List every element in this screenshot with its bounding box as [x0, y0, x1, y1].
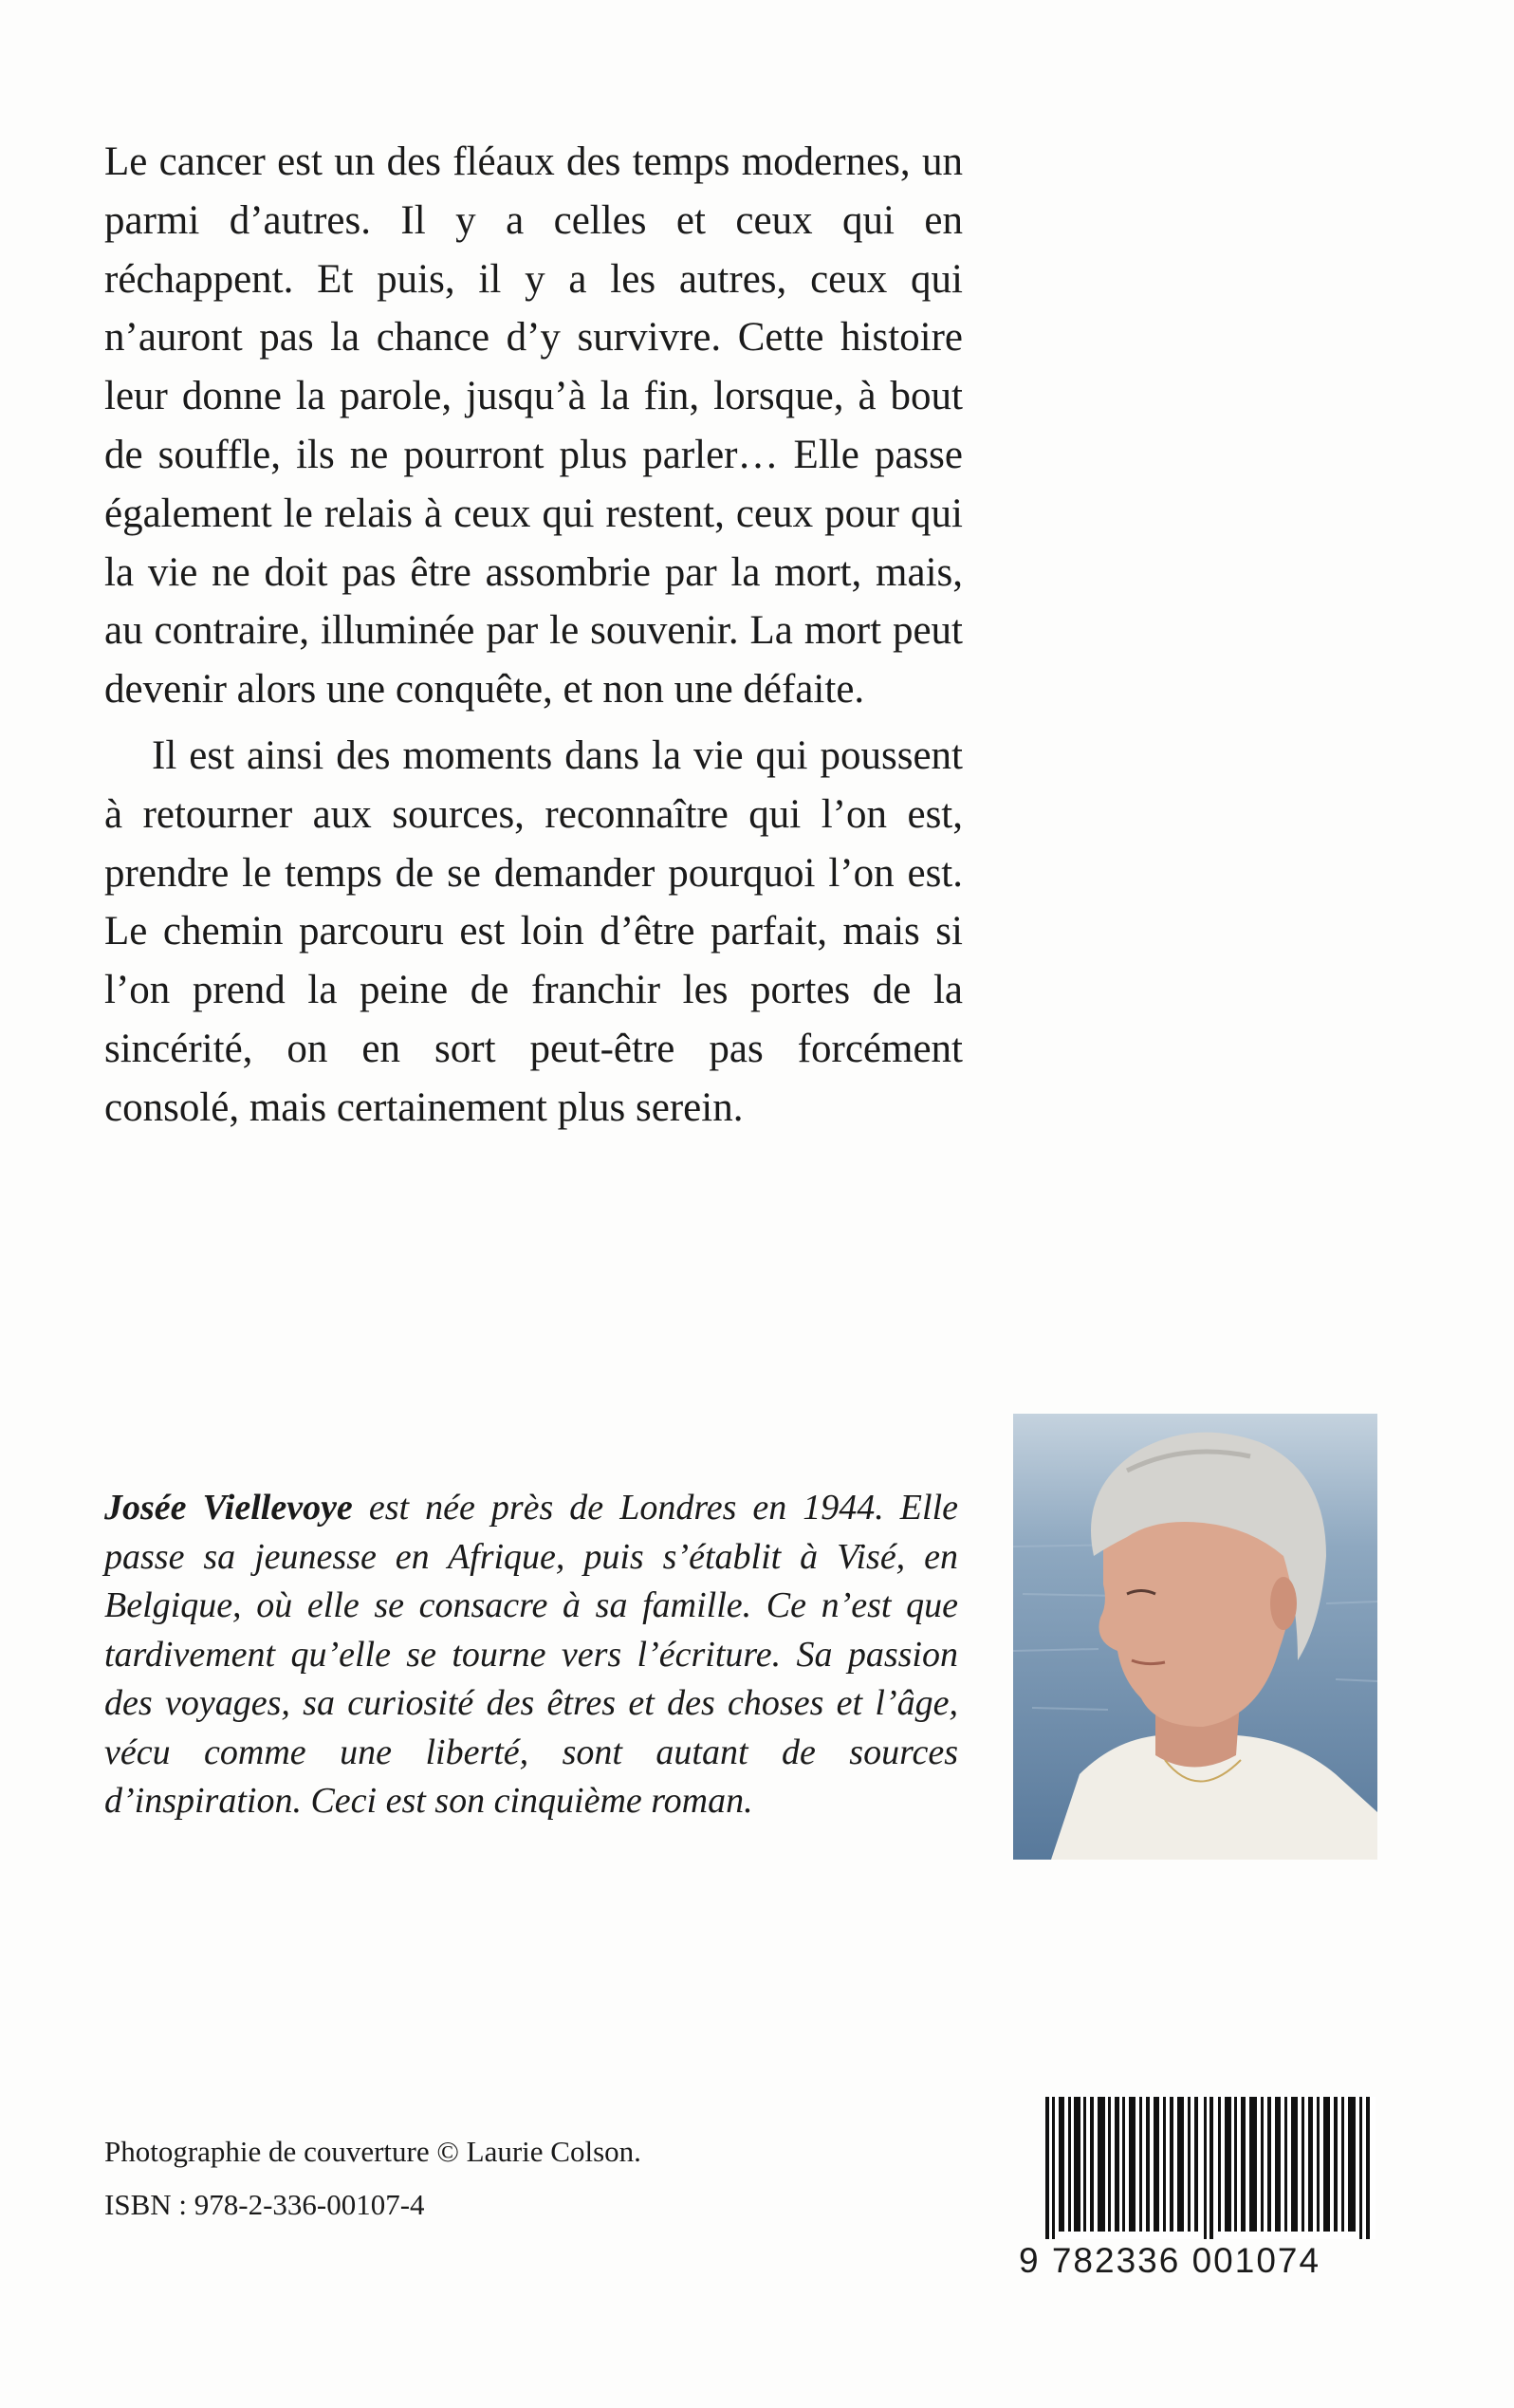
author-portrait-illustration	[1013, 1414, 1377, 1860]
photo-credit: Photographie de couverture © Laurie Colson.	[104, 2135, 641, 2168]
author-bio-text: est née près de Londres en 1944. Elle passe sa jeunesse en Afrique, puis s’établit à Visé, en Belgique, où elle se consacre à sa famille. Ce n’est que tardivement qu’elle se tourne vers l’écriture. Sa passion des voyages, sa curiosité des êtres et des choses et l’âge, vécu comme une liberté, sont autant de sources d’inspiration. Ceci est son cinquième roman.	[104, 1488, 958, 1821]
isbn: ISBN : 978-2-336-00107-4	[104, 2188, 425, 2221]
synopsis-paragraph-1: Le cancer est un des fléaux des temps modernes, un parmi d’autres. Il y a celles et ceux qui en réchappent. Et puis, il y a les autres, ceux qui n’auront pas la chance d’y survivre. Cette histoire leur donne la parole, jusqu’à la fin, lorsque, à bout de souffle, ils ne pourront plus parler… Elle passe également le relais à ceux qui restent, ceux pour qui la vie ne doit pas être assombrie par la mort, mais, au contraire, illuminée par le souvenir. La mort peut devenir alors une conquête, et non une défaite.	[104, 139, 963, 713]
barcode-digits: 9 782336 001074	[1019, 2241, 1321, 2280]
author-name: Josée Viellevoye	[104, 1488, 353, 1528]
synopsis	[104, 133, 963, 1138]
barcode	[1045, 2097, 1376, 2239]
synopsis-paragraph-2: Il est ainsi des moments dans la vie qui poussent à retourner aux sources, reconnaître qui l’on est, prendre le temps de se demander pourquoi l’on est. Le chemin parcouru est loin d’être parfait, mais si l’on prend la peine de franchir les portes de la sincérité, on en sort peut-être pas forcément consolé, mais certainement plus serein.	[104, 732, 963, 1130]
credits	[104, 2125, 641, 2232]
author-bio	[104, 1484, 958, 1826]
author-photo	[1013, 1414, 1377, 1860]
barcode-bars	[1045, 2097, 1376, 2239]
